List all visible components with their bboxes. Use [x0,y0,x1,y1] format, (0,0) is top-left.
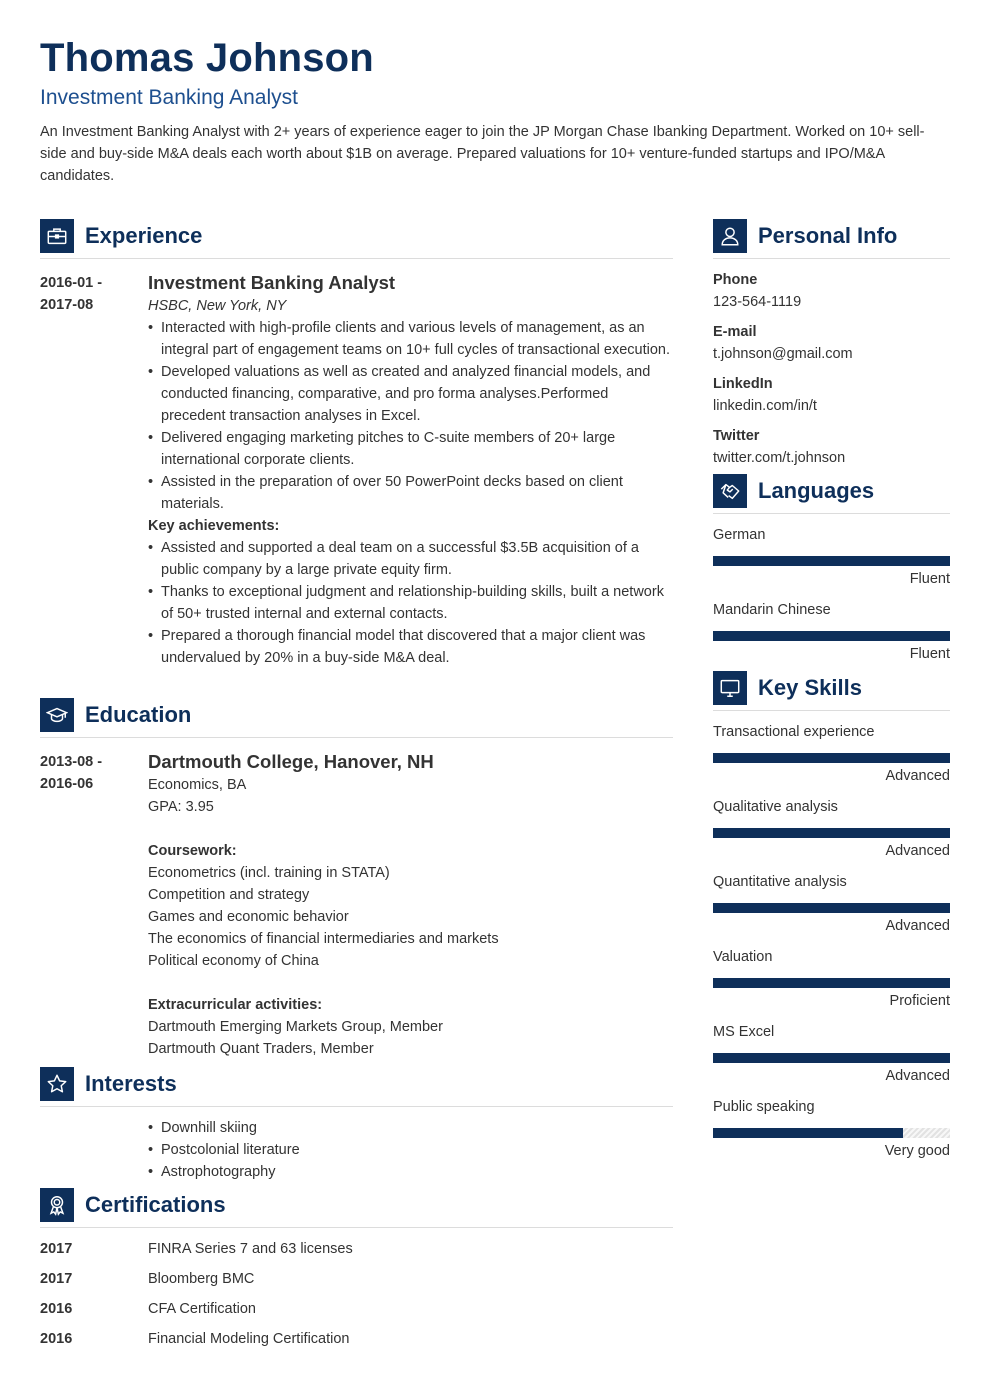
languages-heading: Languages [758,478,875,503]
personal-info-section-header [713,219,897,253]
certifications-heading: Certifications [85,1192,226,1217]
star-icon [40,1067,74,1101]
language-level-bar [713,556,950,566]
skill-level-fill [713,1053,950,1063]
skill-item [713,1096,950,1159]
language-name: German [713,527,766,543]
skill-name: Transactional experience [713,724,875,740]
certification-row [40,1328,673,1350]
graduation-cap-icon [40,698,74,732]
linkedin-value: linkedin.com/in/t [713,398,817,414]
skills-divider [713,710,950,711]
skill-level-bar [713,1128,950,1138]
list-item: Dartmouth Emerging Markets Group, Member [148,1019,443,1035]
twitter-value: twitter.com/t.johnson [713,450,846,466]
skill-level-bar [713,978,950,988]
briefcase-icon [40,219,74,253]
skill-level-bar [713,828,950,838]
candidate-title: Investment Banking Analyst [40,86,298,109]
language-level-fill [713,631,950,641]
skill-level-fill [713,753,950,763]
personal-info-divider [713,258,950,259]
achievements-label: Key achievements: [148,518,280,534]
list-item: • Thanks to exceptional judgment and relationship-building skills, built a network of 50+ trusted internal and external contacts. [148,581,673,625]
education-entry [148,750,673,1060]
skill-level: Advanced [885,768,950,784]
skills-heading: Key Skills [758,675,862,700]
certification-name: CFA Certification [148,1301,256,1317]
language-name: Mandarin Chinese [713,602,831,618]
certifications-section-header [40,1188,226,1222]
list-item: • Postcolonial literature [148,1139,673,1161]
skill-level: Advanced [885,1068,950,1084]
skill-level-bar [713,753,950,763]
experience-date [40,272,102,316]
languages-divider [713,513,950,514]
list-item: Dartmouth Quant Traders, Member [148,1041,374,1057]
experience-date-start: 2016-01 - [40,275,103,291]
personal-info-heading: Personal Info [758,223,898,248]
skill-level-fill [713,1128,903,1138]
certification-year: 2017 [40,1271,73,1287]
linkedin-label: LinkedIn [713,376,773,392]
list-item: • Delivered engaging marketing pitches to C-suite members of 20+ large international corporate clients. [148,427,673,471]
handshake-icon [713,474,747,508]
certification-row [40,1268,673,1290]
skill-level-fill [713,828,950,838]
skill-name: Qualitative analysis [713,799,838,815]
award-ribbon-icon [40,1188,74,1222]
skill-item [713,796,950,859]
twitter-label: Twitter [713,428,760,444]
list-item: • Interacted with high-profile clients and various levels of management, as an integral part of engagement teams on 10+ full cycles of transactional execution. [148,317,673,361]
education-date-end: 2016-06 [40,776,94,792]
language-item [713,599,950,662]
skills-section-header [713,671,862,705]
experience-section-header [40,219,202,253]
experience-company: HSBC, New York, NY [148,298,287,314]
skill-level-bar [713,903,950,913]
experience-bullets [148,317,673,515]
language-level-fill [713,556,950,566]
skill-level: Advanced [885,918,950,934]
education-date [40,751,102,795]
skill-level: Very good [884,1143,950,1159]
list-item: • Astrophotography [148,1161,673,1183]
skill-item [713,946,950,1009]
phone-item [713,269,950,313]
certification-year: 2016 [40,1331,73,1347]
interests-list [148,1117,673,1183]
email-value: t.johnson@gmail.com [713,346,853,362]
experience-divider [40,258,673,259]
user-icon [713,219,747,253]
language-item [713,524,950,587]
certification-name: Bloomberg BMC [148,1271,255,1287]
candidate-name: Thomas Johnson [40,36,374,80]
education-gpa: GPA: 3.95 [148,799,214,815]
monitor-icon [713,671,747,705]
certification-name: FINRA Series 7 and 63 licenses [148,1241,353,1257]
list-item: Political economy of China [148,953,319,969]
skill-level-fill [713,903,950,913]
skill-item [713,871,950,934]
list-item: • Assisted and supported a deal team on a successful $3.5B acquisition of a public company by a large private equity firm. [148,537,673,581]
list-item: Econometrics (incl. training in STATA) [148,865,390,881]
experience-date-end: 2017-08 [40,297,94,313]
skill-level-fill [713,978,950,988]
certification-year: 2017 [40,1241,73,1257]
skill-item [713,1021,950,1084]
skill-name: Valuation [713,949,773,965]
certification-year: 2016 [40,1301,73,1317]
list-item: • Prepared a thorough financial model that discovered that a major client was undervalued by 20% in a buy-side M&A deal. [148,625,673,669]
skill-name: Public speaking [713,1099,815,1115]
education-school: Dartmouth College, Hanover, NH [148,751,434,772]
experience-entry [148,271,673,669]
list-item: • Downhill skiing [148,1117,673,1139]
phone-value: 123-564-1119 [713,294,802,310]
education-heading: Education [85,702,192,727]
email-label: E-mail [713,324,757,340]
experience-heading: Experience [85,223,203,248]
list-item: Competition and strategy [148,887,310,903]
achievements-bullets [148,537,673,669]
education-divider [40,737,673,738]
list-item: • Assisted in the preparation of over 50 PowerPoint decks based on client materials. [148,471,673,515]
phone-label: Phone [713,272,758,288]
education-section-header [40,698,191,732]
education-date-start: 2013-08 - [40,754,103,770]
linkedin-item [713,373,950,417]
profile-summary: An Investment Banking Analyst with 2+ years of experience eager to join the JP Morgan Chase Ibanking Department. Worked on 10+ sell-side and buy-side M&A deals each worth about $1B on average. Prepared valuations for 10+ venture-funded startups and IPO/M&A candidates. [40,124,925,184]
twitter-item [713,425,950,469]
coursework-label: Coursework: [148,843,237,859]
email-item [713,321,950,365]
interests-heading: Interests [85,1071,177,1096]
skill-name: Quantitative analysis [713,874,847,890]
certification-row [40,1298,673,1320]
skill-name: MS Excel [713,1024,775,1040]
experience-role: Investment Banking Analyst [148,272,396,293]
interests-section-header [40,1067,177,1101]
language-level: Fluent [909,571,950,587]
extracurricular-label: Extracurricular activities: [148,997,323,1013]
certifications-divider [40,1227,673,1228]
list-item: Games and economic behavior [148,909,349,925]
skill-level: Proficient [889,993,950,1009]
list-item: • Developed valuations as well as created and analyzed financial models, and conducted financing, comparative, and pro forma analyses.Performed precedent transaction analyses in Excel. [148,361,673,427]
education-degree: Economics, BA [148,777,247,793]
language-level: Fluent [909,646,950,662]
skill-level-bar [713,1053,950,1063]
certification-name: Financial Modeling Certification [148,1331,350,1347]
certification-row [40,1238,673,1260]
personal-info-list [713,269,950,477]
interests-divider [40,1106,673,1107]
skill-level: Advanced [885,843,950,859]
list-item: The economics of financial intermediaries and markets [148,931,499,947]
language-level-bar [713,631,950,641]
languages-section-header [713,474,874,508]
skill-item [713,721,950,784]
